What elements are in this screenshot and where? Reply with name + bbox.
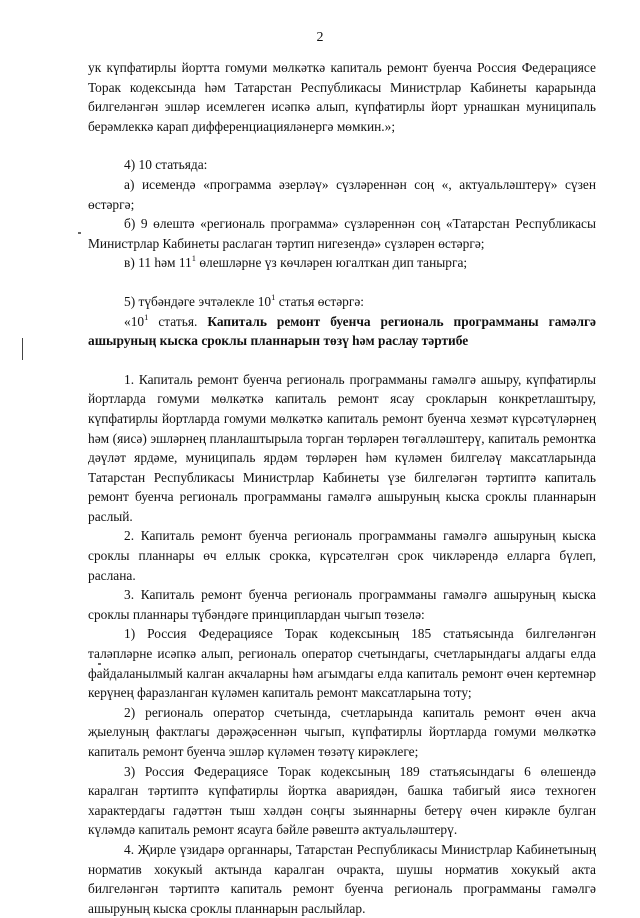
document-body [88, 58, 596, 918]
margin-line-mark [22, 338, 23, 360]
superscript: 1 [144, 311, 149, 322]
item-4v [88, 253, 596, 273]
article-title: Капиталь ремонт буенча региональ программаны гамәлгә ашыруның кыска сроклы планнарын төзү һәм раслау тәртибе [88, 313, 596, 349]
page-number: 2 [316, 30, 324, 45]
item-4b: б) 9 өлештә «региональ программа» сүзләреннән соң «Татарстан Республикасы Министрлар Кабинеты раслаган тәртип нигезендә» сүзләрен өстәргә; [88, 216, 596, 251]
item-4v-text: в) 11 һәм 11 [124, 255, 192, 271]
item-5-text: 5) түбәндәге эчтәлекле 10 [124, 293, 272, 309]
item-5 [88, 292, 596, 312]
item-5-text-end: статья өстәргә: [275, 293, 365, 309]
article-word: статья. [148, 313, 198, 329]
item-4: 4) 10 статьяда: [124, 157, 208, 173]
superscript: 1 [191, 253, 196, 264]
article-paragraph-2: 2. Капиталь ремонт буенча региональ программаны гамәлгә ашыруның кыска сроклы планнары өч еллык срокка, күрсәтелгән срок чикләрендә елларга бүлеп, раслана. [88, 528, 596, 583]
article-paragraph-3: 3. Капиталь ремонт буенча региональ программаны гамәлгә ашыруның кыска сроклы планнары түбәндәге принциплардан чыгып төзелә: [88, 587, 596, 622]
item-4a: а) исемендә «программа әзерләү» сүзләреннән соң «, актуальләштерү» сүзен өстәргә; [88, 176, 596, 212]
superscript: 1 [271, 291, 276, 302]
article-heading [88, 312, 596, 351]
article-paragraph-1: 1. Капиталь ремонт буенча региональ программаны гамәлгә ашыру, күпфатирлы йортларда гомуми мөлкәткә капиталь ремонт ясау срокларын конкретлаштыру, күпфатирлы йортларда гомуми мөлкәткә капиталь ремонт буенча хезмәт күрсәтүләрнең һәм (яисә) эшләрнең планлаштырыла торган төрләрен төгәлләштерү, капиталь ремонтка дәүләт ярдәме, муниципаль ярдәм төрләрен һәм күләмен билгеләү максатларында Татарстан Республикасы Министрлар Кабинеты үзе билгеләгән тәртиптә капиталь ремонт буенча региональ программаны гамәлгә ашыруның кыска сроклы планнарын раслый. [88, 371, 596, 524]
article-paragraph-3-1: 1) Россия Федерациясе Торак кодексының 185 статьясында билгеләнгән таләпләрне исәпкә алып, региональ оператор счетындагы, счетларындагы алдагы елда файдаланылмый калган акчаларны һәм агымдагы елда капиталь ремонт өчен кертемнәр керүнең фаразланган күләмен капиталь ремонт максатларына тоту; [88, 626, 596, 701]
continued-paragraph: ук күпфатирлы йортта гомуми мөлкәткә капиталь ремонт буенча Россия Федерациясе Торак кодексында һәм Татарстан Республикасы Министрлар Кабинеты карарында билгеләнгән эшләр исемлеген исәпкә алып, күпфатирлы йорт урнашкан муниципаль берәмлеккә карап дифференциацияләнергә мөмкин.»; [88, 60, 596, 134]
scan-speck [78, 232, 81, 234]
article-paragraph-3-3: 3) Россия Федерациясе Торак кодексының 189 статьясындагы 6 өлешендә каралган тәртиптә күпфатирлы йортка авариядән, башка табигый яисә техноген характердагы гадәттән тыш хәлдән соңгы зыяннарны бетерү өчен кирәкле булган күләмдә капиталь ремонт ясауга бәйле рәвештә актуальләштерү. [88, 763, 596, 838]
item-4v-text-end: өлешләрне үз көчләрен югалткан дип танырга; [195, 255, 468, 271]
article-paragraph-3-2: 2) региональ оператор счетында, счетларында капиталь ремонт өчен акча җыелуның фактлагы дәрәҗәсеннән чыгып, күпфатирлы йортларда гомуми мөлкәткә капиталь ремонт буенча эшләр күләмен төзәтү кирәклеге; [88, 704, 596, 759]
article-number: «10 [124, 313, 145, 329]
article-paragraph-4: 4. Җирле үзидарә органнары, Татарстан Республикасы Министрлар Кабинетының норматив хокукый актында каралган очракта, шушы норматив хокукый акта билгеләнгән тәртиптә капиталь ремонт буенча региональ программаны гамәлгә ашыруның кыска сроклы планнарын раслыйлар. [88, 841, 596, 916]
